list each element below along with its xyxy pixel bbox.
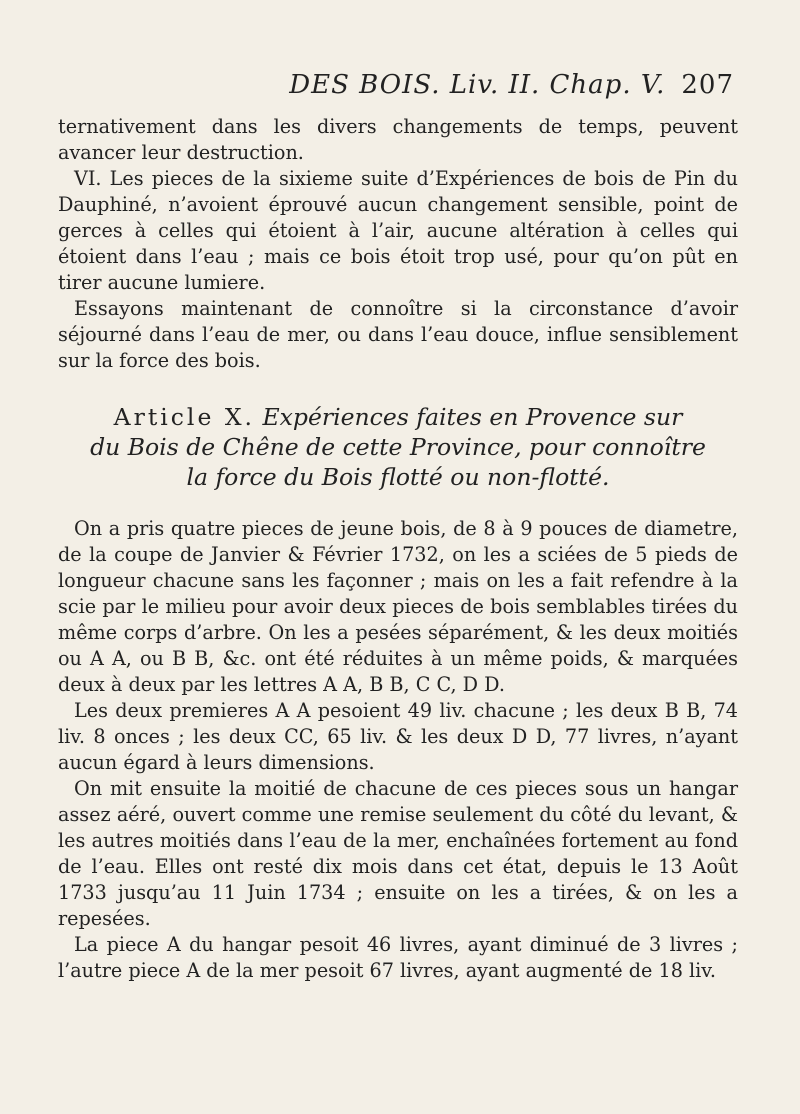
article-heading [58, 402, 738, 492]
article-title-line-3: la force du Bois flotté ou non-flotté. [186, 463, 610, 491]
paragraph-weights: Les deux premieres A A pesoient 49 liv. chacune ; les deux B B, 74 liv. 8 onces ; les deux CC, 65 liv. & les deux D D, 77 livres, n’ayant aucun égard à leurs dimensions. [58, 699, 738, 774]
paragraph-vi: VI. Les pieces de la sixieme suite d’Expériences de bois de Pin du Dauphiné, n’avoient éprouvé aucun changement sensible, point de gerces à celles qui étoient à l’air, aucune altération à celles qui étoient dans l’eau ; mais ce bois étoit trop usé, pour qu’on pût en tirer aucune lumiere. [58, 167, 738, 294]
running-title: DES BOIS. Liv. II. Chap. V. [289, 70, 666, 100]
page-number: 207 [681, 70, 734, 100]
article-number: Article X. [113, 403, 256, 431]
article-title-line-1: Expériences faites en Provence sur [262, 403, 683, 431]
paragraph-continuation: ternativement dans les divers changements de temps, peuvent avancer leur destruction. [58, 115, 738, 164]
paragraph-piece-a: La piece A du hangar pesoit 46 livres, ayant diminué de 3 livres ; l’autre piece A de la mer pesoit 67 livres, ayant augmenté de 18 liv. [58, 933, 738, 982]
paragraph-on-a-pris: On a pris quatre pieces de jeune bois, de 8 à 9 pouces de diametre, de la coupe de Janvier & Février 1732, on les a sciées de 5 pieds de longueur chacune sans les façonner ; mais on les a fait refendre à la scie par le milieu pour avoir deux pieces de bois semblables tirées du même corps d’arbre. On les a pesées séparément, & les deux moitiés ou A A, ou B B, &c. ont été réduites à un même poids, & marquées deux à deux par les lettres A A, B B, C C, D D. [58, 517, 738, 696]
paragraph-essayons: Essayons maintenant de connoître si la circonstance d’avoir séjourné dans l’eau de mer, ou dans l’eau douce, influe sensiblement sur la force des bois. [58, 297, 738, 372]
article-title-line-2: du Bois de Chêne de cette Province, pour connoître [90, 433, 706, 461]
paragraph-hangar: On mit ensuite la moitié de chacune de ces pieces sous un hangar assez aéré, ouvert comme une remise seulement du côté du levant, & les autres moitiés dans l’eau de la mer, enchaînées fortement au fond de l’eau. Elles ont resté dix mois dans cet état, depuis le 13 Août 1733 jusqu’au 11 Juin 1734 ; ensuite on les a tirées, & on les a repesées. [58, 777, 738, 930]
running-head [58, 70, 738, 100]
